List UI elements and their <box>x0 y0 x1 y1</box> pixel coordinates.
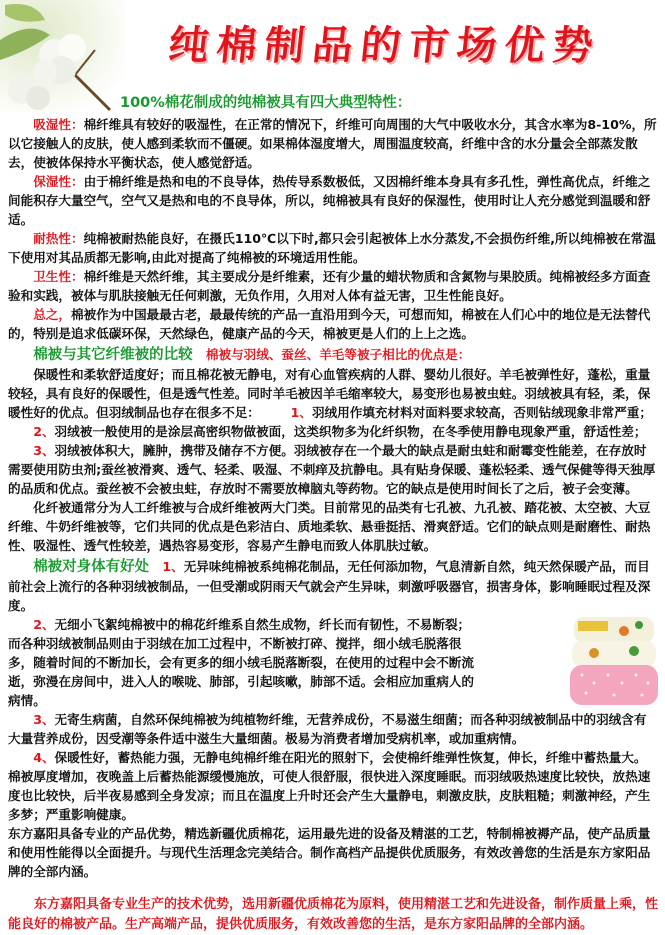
property-hygiene: 卫生性：棉纤维是天然纤维，其主要成分是纤维素，还有少量的蜡状物质和含氮物与果胶质。纯棉被经多方面查验和实践，被体与肌肤接触无任何刺激，无负作用，久用对人体有益无害，卫生性能良好。 <box>8 269 651 303</box>
folded-quilts-image <box>474 617 659 705</box>
benefit-1: 棉被对身体有好处 1、无异味纯棉被系纯棉花制品，无任何添加物，气息清新自然，纯天然保暖产品，而目前社会上流行的各种羽绒被制品，一但受潮或阴雨天气就会产生异味，刺激呼吸器官，损害身体，影响睡眠过程及深度。 <box>8 559 651 613</box>
property-absorption: 吸湿性：棉纤维具有较好的吸湿性，在正常的情况下，纤维可向周围的大气中吸收水分，其含水率为8-10%，所以它接触人的皮肤，使人感到柔软而不僵硬。如果棉体湿度增大，周围温度较高，纤维中含的水分量会全部蒸发散去，使被体保持水平衡状态，使人感觉舒适。 <box>8 117 657 170</box>
benefit-2: 2、无细小飞絮纯棉被中的棉花纤维系自然生成物，纤长而有韧性，不易断裂；而各种羽绒被制品则由于羽绒在加工过程中，不断被打碎、搅拌，细小绒毛脱落很多，随着时间的不断加长，会有更多的细小绒毛脱落断裂，在使用的过程中会不断流逝，弥漫在房间中，进入人的喉咙、肺部，引起咳嗽，肺部不适。会相应加重病人的病情。 <box>8 615 659 710</box>
summary: 总之，棉被作为中国最最古老，最最传统的产品一直沿用到今天，可想而知，棉被在人们心中的地位是无法替代的，特别是追求低碳环保，天然绿色，健康产品的今天，棉被更是人们的上上之选。 <box>8 307 651 341</box>
intro-heading: 100%棉花制成的纯棉被具有四大典型特性： <box>120 95 412 111</box>
page-title: 纯棉制品的市场优势 <box>166 22 604 69</box>
closing-statement: 东方嘉阳具备专业生产的技术优势，选用新疆优质棉花为原料，使用精湛工艺和先进设备，制作质量上乘，性能良好的棉被产品。生产高端产品，提供优质服务，有效改善您的生活，是东方家阳品牌的全部内涵。 <box>8 897 659 932</box>
comparison-paragraph: 保暖性和柔软舒适度好；而且棉花被无静电，对有心血管疾病的人群、婴幼儿很好。羊毛被弹性好，蓬松，重量较轻，具有良好的保暖性，但是透气性差。同时羊毛被因羊毛缩率较大，易变形也易被虫蛀。羽绒被具有轻，柔，保暖性好的优点。但羽绒制品也存在很多不足： 1、羽绒用作填充材料对面料要求较高，否则钻绒现象非常严重； <box>8 367 652 420</box>
comparison-point-2: 2、羽绒被一般使用的是涂层高密织物做被面，这类织物多为化纤织物，在冬季使用静电现象严重，舒适性差； <box>33 424 647 439</box>
article-body <box>8 93 659 935</box>
comparison-heading: 棉被与其它纤维被的比较 <box>33 347 193 363</box>
benefit-4: 4、保暖性好，蓄热能力强，无静电纯棉纤维在阳光的照射下，会使棉纤维弹性恢复，伸长，纤维中蓄热量大。棉被厚度增加，夜晚盖上后蓄热能源缓慢施放，可使人很舒服，很快进入深度睡眠。而羽绒吸热速度比较快，放热速度也比较快，后半夜易感到全身发凉；而且在温度上升时还会产生大量静电，刺激皮肤，皮肤粗糙；刺激神经，产生多梦；严重影响健康。 <box>8 750 651 822</box>
comparison-subheading: 棉被与羽绒、蚕丝、羊毛等被子相比的优点是： <box>205 347 471 362</box>
benefit-3: 3、无寄生病菌，自然环保纯棉被为纯植物纤维，无营养成份，不易滋生细菌；而各种羽绒被制品中的羽绒含有大量营养成份，因受潮等条件适中滋生大量细菌。极易为消费者增加受病机率，或加重病情。 <box>8 712 647 746</box>
comparison-heading-row <box>8 345 659 365</box>
benefits-heading: 棉被对身体有好处 <box>33 559 150 575</box>
property-heat-resistance: 耐热性：纯棉被耐热能良好，在摄氏110℃以下时,都只会引起被体上水分蒸发,不会损伤纤维,所以纯棉被在常温下使用对其品质都无影响,由此对提高了纯棉被的环境适用性能。 <box>8 231 656 265</box>
brand-paragraph: 东方嘉阳具备专业的产品优势，精选新疆优质棉花，运用最先进的设备及精湛的工艺，特制棉被褥产品，使产品质量和使用性能得以全面提升。与现代生活理念完美结合。制作高档产品提供优质服务，有效改善您的生活是东方家阳品牌的全部内涵。 <box>8 826 651 879</box>
property-warmth: 保湿性：由于棉纤维是热和电的不良导体，热传导系数极低，又因棉纤维本身具有多孔性，弹性高优点，纤维之间能积存大量空气，空气又是热和电的不良导体，所以，纯棉被具有良好的保湿性，使用时让人充分感觉到温暖和舒适。 <box>8 174 651 227</box>
synthetic-fiber-paragraph: 化纤被通常分为人工纤维被与合成纤维被两大门类。目前常见的品类有七孔被、九孔被、踏花被、太空被、大豆纤维、牛奶纤维被等，它们共同的优点是色彩洁白、质地柔软、悬垂挺括、滑爽舒适。它们的缺点则是耐磨性、耐热性、吸湿性、透气性较差，遇热容易变形，容易产生静电而致人体肌肤过敏。 <box>8 500 651 553</box>
comparison-point-3: 3、羽绒被体积大，臃肿，携带及储存不方便。羽绒被存在一个最大的缺点是耐虫蛀和耐霉变性能差，在存放时需要使用防虫剂;蚕丝被滑爽、透气、轻柔、吸湿、不刺痒及抗静电。具有贴身保暖、蓬松轻柔、透气保健等得天独厚的品质和优点。蚕丝被不会被虫蛀，存放时不需要放樟脑丸等药物。它的缺点是使用时间长了之后，被子会变薄。 <box>8 443 656 496</box>
